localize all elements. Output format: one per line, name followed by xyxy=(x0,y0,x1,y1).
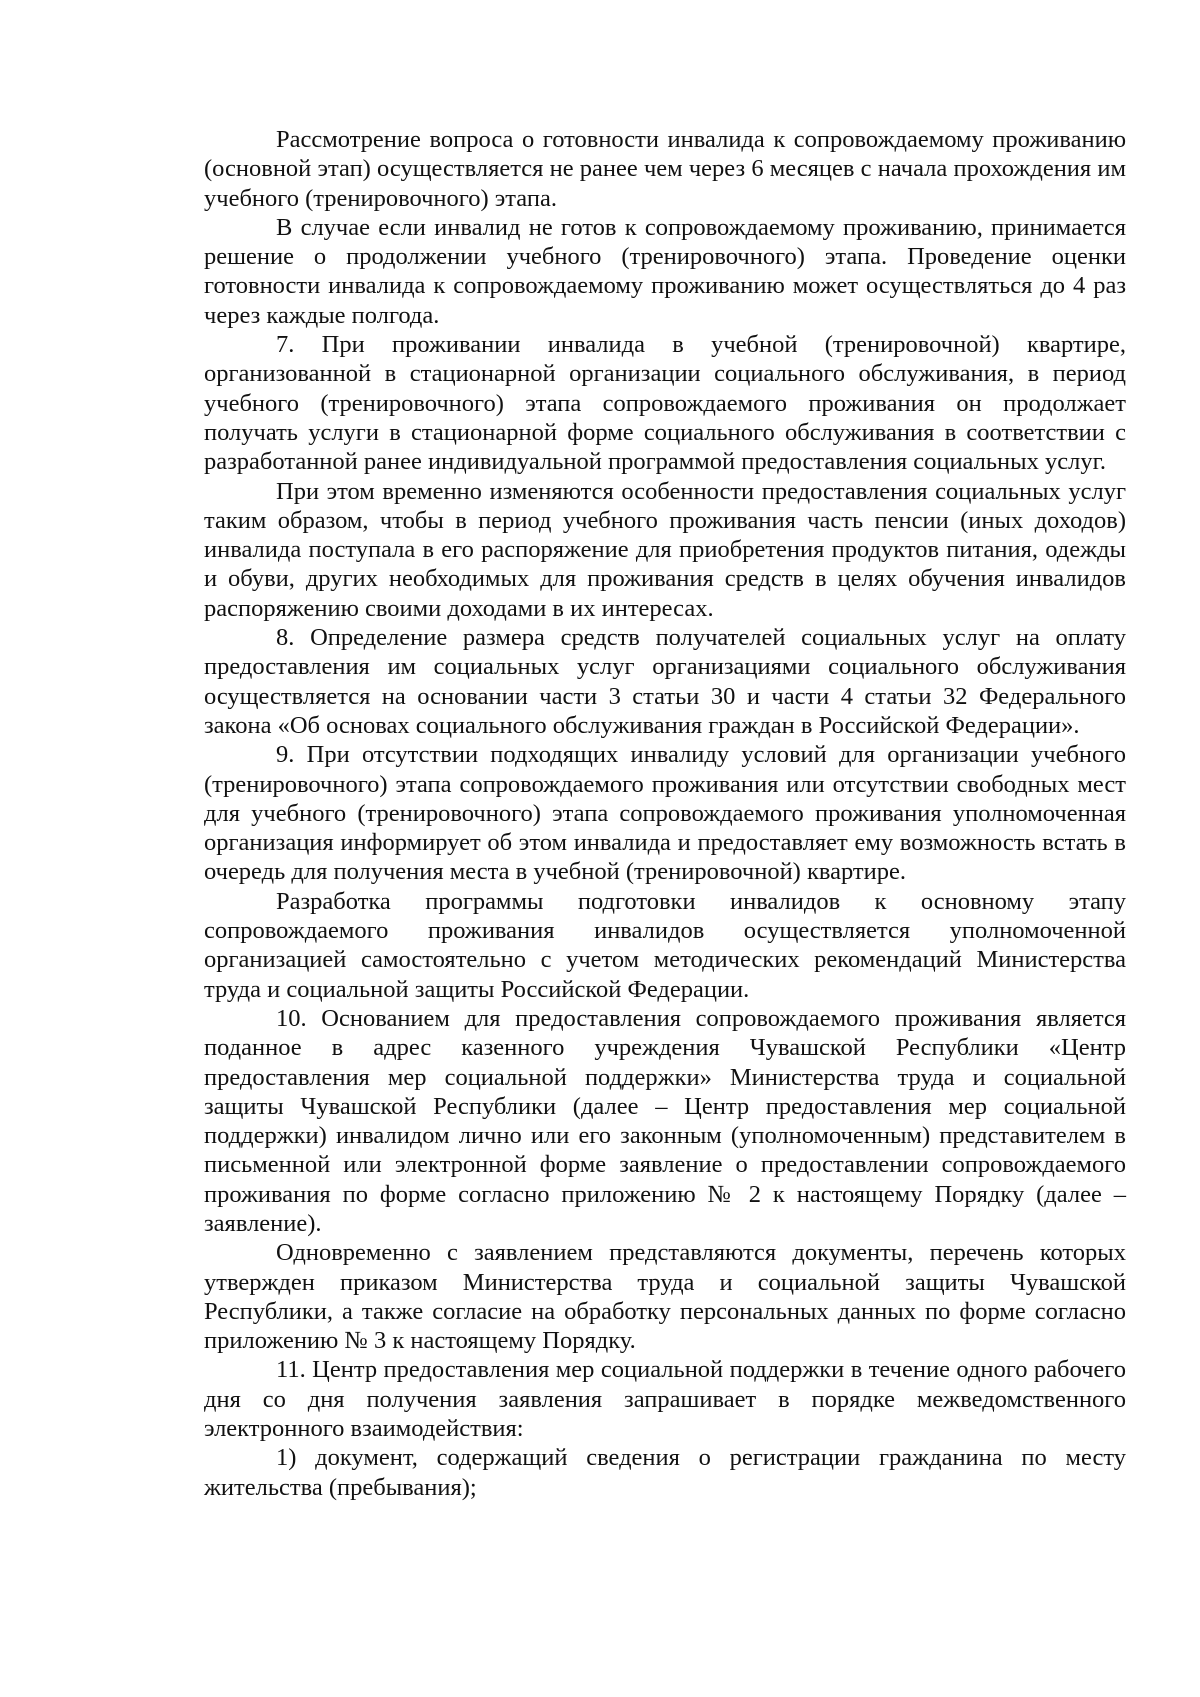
paragraph-item-7: 7. При проживании инвалида в учебной (тренировочной) квартире, организованной в стационарной организации социального обслуживания, в период учебного (тренировочного) этапа сопровождаемого проживания он продолжает получать услуги в стационарной форме социального обслуживания в соответствии с разработанной ранее индивидуальной программой предоставления социальных услуг. xyxy=(204,331,1126,476)
paragraph-item-8: 8. Определение размера средств получателей социальных услуг на оплату предоставления им социальных услуг организациями социального обслуживания осуществляется на основании части 3 статьи 30 и части 4 статьи 32 Федерального закона «Об основах социального обслуживания граждан в Российской Федерации». xyxy=(204,624,1126,739)
paragraph-pension-changes: При этом временно изменяются особенности предоставления социальных услуг таким образом, чтобы в период учебного проживания часть пенсии (иных доходов) инвалида поступала в его распоряжение для приобретения продуктов питания, одежды и обуви, других необходимых для проживания средств в целях обучения инвалидов распоряжению своими доходами в их интересах. xyxy=(204,477,1126,622)
paragraph-not-ready: В случае если инвалид не готов к сопровождаемому проживанию, принимается решение о продолжении учебного (тренировочного) этапа. Проведение оценки готовности инвалида к сопровождаемому проживанию может осуществляться до 4 раз через каждые полгода. xyxy=(204,213,1126,329)
paragraph-item-9: 9. При отсутствии подходящих инвалиду условий для организации учебного (тренировочного) этапа сопровождаемого проживания или отсутствии свободных мест для учебного (тренировочного) этапа сопровождаемого проживания уполномоченная организация информирует об этом инвалида и предоставляет ему возможность встать в очередь для получения места в учебной (тренировочной) квартире. xyxy=(204,741,1126,886)
document-body xyxy=(204,125,1126,1502)
paragraph-assessment-timing: Рассмотрение вопроса о готовности инвалида к сопровождаемому проживанию (основной этап) осуществляется не ранее чем через 6 месяцев с начала прохождения им учебного (тренировочного) этапа. xyxy=(204,126,1126,212)
paragraph-item-11: 11. Центр предоставления мер социальной поддержки в течение одного рабочего дня со дня получения заявления запрашивает в порядке межведомственного электронного взаимодействия: xyxy=(204,1356,1126,1443)
paragraph-subitem-1: 1) документ, содержащий сведения о регистрации гражданина по месту жительства (пребывания); xyxy=(204,1444,1126,1501)
paragraph-program-development: Разработка программы подготовки инвалидов к основному этапу сопровождаемого проживания инвалидов осуществляется уполномоченной организацией самостоятельно с учетом методических рекомендаций Министерства труда и социальной защиты Российской Федерации. xyxy=(204,887,1126,1003)
paragraph-item-10: 10. Основанием для предоставления сопровождаемого проживания является поданное в адрес казенного учреждения Чувашской Республики «Центр предоставления мер социальной поддержки» Министерства труда и социальной защиты Чувашской Республики (далее – Центр предоставления мер социальной поддержки) инвалидом лично или его законным (уполномоченным) представителем в письменной или электронной форме заявление о предоставлении сопровождаемого проживания по форме согласно приложению № 2 к настоящему Порядку (далее – заявление). xyxy=(204,1004,1126,1237)
paragraph-documents: Одновременно с заявлением представляются документы, перечень которых утвержден приказом Министерства труда и социальной защиты Чувашской Республики, а также согласие на обработку персональных данных по форме согласно приложению № 3 к настоящему Порядку. xyxy=(204,1239,1126,1355)
